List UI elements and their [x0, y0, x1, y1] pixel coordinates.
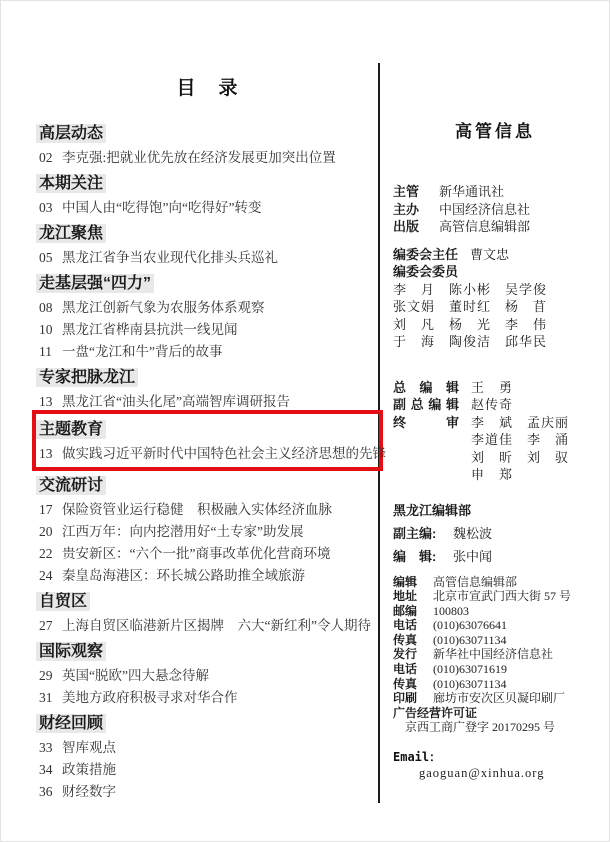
toc-item-title: 保险资管业运行稳健 积极融入实体经济血脉 — [62, 502, 332, 517]
toc-section-header-label: 高层动态 — [36, 124, 106, 143]
editor-row-value: 王 勇 — [471, 379, 514, 395]
heilongjiang-dept-row-value: 张中闻 — [453, 548, 493, 564]
email-label: Email： — [393, 750, 442, 765]
committee-director-row — [393, 246, 597, 264]
contact-row — [393, 647, 597, 662]
committee-director-label: 编委会主任 — [393, 246, 459, 262]
toc-section — [39, 475, 377, 587]
toc-item-title: 财经数字 — [62, 784, 116, 799]
toc-section-items — [39, 197, 377, 219]
toc-item-page-number: 20 — [39, 524, 53, 539]
final-review-extra-row: 刘 昕 刘 驭 — [471, 449, 570, 465]
email-address: gaoguan@xinhua.org — [419, 766, 545, 781]
toc-item-page-number: 27 — [39, 618, 53, 633]
contact-row — [393, 575, 597, 590]
contact-row-value: (010)63071619 — [433, 662, 507, 677]
heilongjiang-dept-block — [393, 502, 597, 565]
contact-row-label: 传真 — [393, 676, 418, 691]
toc-section-items — [39, 615, 377, 637]
toc-section-items — [39, 499, 377, 587]
ad-license-label: 广告经营许可证 — [393, 705, 478, 720]
toc-item — [39, 665, 377, 687]
toc-section — [39, 713, 377, 803]
editors-block — [393, 379, 597, 484]
toc-item-title: 秦皇岛海港区：环长城公路助推全域旅游 — [62, 568, 305, 583]
contact-row-value: 高管信息编辑部 — [433, 574, 518, 589]
toc-item-title: 黑龙江省桦南县抗洪一线见闻 — [62, 322, 238, 337]
toc-section-items — [39, 297, 377, 363]
toc-item-page-number: 03 — [39, 200, 53, 215]
toc-item — [39, 615, 377, 637]
contact-row — [393, 662, 597, 677]
toc-section-items — [39, 665, 377, 709]
heilongjiang-dept-row-label: 副主编: — [393, 525, 437, 541]
committee-member-rows — [393, 281, 597, 351]
toc-section-header-label: 专家把脉龙江 — [36, 368, 138, 387]
contact-row — [393, 691, 597, 706]
toc-item-page-number: 05 — [39, 250, 53, 265]
toc-section-items — [39, 737, 377, 803]
publisher-row-value: 新华通讯社 — [439, 184, 505, 199]
toc-item — [39, 341, 377, 363]
toc-section-header-label: 国际观察 — [36, 642, 106, 661]
toc-section-items — [39, 147, 377, 169]
toc-item-title: 一盘“龙江和牛”背后的故事 — [62, 344, 223, 359]
publisher-row-label: 主管 — [393, 184, 420, 199]
editor-row-label: 副总编辑 — [393, 397, 459, 412]
publisher-row-label: 主办 — [393, 201, 420, 217]
committee-director-name: 曹文忠 — [470, 246, 510, 262]
contact-row-label: 印刷 — [393, 691, 418, 706]
heilongjiang-dept-row — [393, 525, 597, 542]
contact-row-value: 100803 — [433, 603, 469, 618]
publisher-row-value: 高管信息编辑部 — [439, 219, 531, 234]
toc-item — [39, 521, 377, 543]
toc-item — [39, 247, 377, 269]
committee-block — [393, 246, 597, 351]
toc-section-header — [39, 173, 377, 194]
editor-row — [393, 379, 597, 397]
final-review-extra-row: 李道佳 李 涌 — [471, 432, 570, 447]
editor-row-label: 终审 — [393, 414, 459, 430]
final-review-extra-row: 申 郑 — [471, 467, 514, 482]
toc-item — [39, 147, 377, 169]
toc-section-header — [39, 367, 377, 388]
editor-row — [393, 414, 597, 432]
toc-item — [39, 543, 377, 565]
toc-item-title: 美地方政府积极寻求对华合作 — [62, 690, 238, 705]
contact-row-value: (010)63076641 — [433, 618, 507, 633]
toc-section — [39, 123, 377, 169]
toc-section-header — [39, 641, 377, 662]
toc-title: 目 录 — [176, 78, 240, 99]
contact-row-label: 电话 — [393, 662, 418, 677]
publisher-row — [393, 183, 597, 201]
toc-item — [39, 737, 377, 759]
toc-section-items — [39, 247, 377, 269]
toc-item — [39, 197, 377, 219]
committee-member-row: 刘 凡 杨 光 李 伟 — [393, 316, 548, 332]
toc-section — [39, 173, 377, 219]
committee-member-row: 李 月 陈小彬 吴学俊 — [393, 281, 548, 297]
toc-item-page-number: 11 — [39, 344, 52, 359]
toc-item-page-number: 17 — [39, 502, 53, 517]
publisher-row-value: 中国经济信息社 — [439, 201, 531, 217]
toc-section-header — [39, 419, 376, 440]
toc-item-page-number: 13 — [39, 394, 53, 409]
publisher-row — [393, 201, 597, 219]
editor-row — [393, 396, 597, 414]
toc-section-header — [39, 475, 377, 496]
toc-section-items — [39, 443, 386, 465]
toc-item-page-number: 33 — [39, 740, 53, 755]
publisher-row-label: 出版 — [393, 219, 420, 234]
toc-section — [39, 273, 377, 363]
toc-item-page-number: 13 — [39, 446, 53, 461]
toc-item-page-number: 22 — [39, 546, 53, 561]
contact-row — [393, 633, 597, 648]
toc-item-title: 中国人由“吃得饱”向“吃得好”转变 — [62, 200, 262, 215]
editors-rows — [393, 379, 597, 432]
toc-section — [39, 641, 377, 709]
contact-row — [393, 589, 597, 604]
toc-item-title: 江西万年：向内挖潜用好“土专家”助发展 — [62, 524, 304, 539]
toc-item-page-number: 08 — [39, 300, 53, 315]
editor-row-label: 总编辑 — [393, 379, 459, 395]
contact-row-label: 地址 — [393, 589, 418, 604]
committee-member-row: 张文娟 董时红 杨 苜 — [393, 299, 548, 314]
toc-section — [39, 591, 377, 637]
toc-item — [39, 781, 377, 803]
publisher-block — [393, 183, 597, 236]
masthead-column — [393, 121, 597, 781]
contact-row-label: 发行 — [393, 647, 418, 662]
toc-sections — [39, 123, 386, 803]
toc-section-header-label: 走基层强“四力” — [36, 274, 154, 293]
toc-item-title: 黑龙江省“油头化尾”高端智库调研报告 — [62, 394, 290, 409]
heilongjiang-dept-row-value: 魏松波 — [453, 525, 493, 541]
toc-section-header-label: 交流研讨 — [36, 476, 106, 495]
toc-item-page-number: 29 — [39, 668, 53, 683]
toc-item-title: 贵安新区：“六个一批”商事改革优化营商环境 — [62, 546, 331, 561]
contact-row-label: 电话 — [393, 618, 418, 633]
committee-member-row: 于 海 陶俊洁 邱华民 — [393, 334, 548, 349]
contact-block — [393, 575, 597, 736]
toc-item-page-number: 34 — [39, 762, 53, 777]
heilongjiang-dept-row-label: 编 辑: — [393, 548, 437, 564]
publisher-row — [393, 218, 597, 236]
heilongjiang-dept-row — [393, 548, 597, 565]
toc-section — [32, 410, 386, 471]
toc-item — [39, 443, 386, 465]
heilongjiang-dept-rows — [393, 525, 597, 565]
toc-section-header — [39, 591, 377, 612]
toc-item — [39, 565, 377, 587]
toc-item-title: 英国“脱欧”四大悬念待解 — [62, 668, 209, 683]
toc-item-page-number: 36 — [39, 784, 53, 799]
toc-item — [39, 297, 377, 319]
contact-row-value: 新华社中国经济信息社 — [433, 647, 554, 662]
toc-item — [39, 687, 377, 709]
email-block — [393, 749, 597, 781]
toc-item-page-number: 31 — [39, 690, 53, 705]
toc-item-title: 黑龙江省争当农业现代化排头兵巡礼 — [62, 250, 278, 265]
toc-item-title: 做实践习近平新时代中国特色社会主义经济思想的先锋 — [62, 446, 386, 461]
toc-section — [39, 223, 377, 269]
contact-row-value: (010)63071134 — [433, 632, 507, 647]
toc-item-title: 智库观点 — [62, 740, 116, 755]
toc-section-header — [39, 223, 377, 244]
committee-members-label: 编委会委员 — [393, 264, 459, 279]
contact-row — [393, 618, 597, 633]
contact-row-label: 编辑 — [393, 574, 418, 589]
toc-section-header — [39, 123, 377, 144]
toc-section-header-label: 龙江聚焦 — [36, 224, 106, 243]
toc-section — [39, 367, 377, 413]
final-review-extra-rows — [393, 431, 597, 484]
editor-row-value: 赵传奇 — [471, 397, 514, 412]
toc-item-page-number: 10 — [39, 322, 53, 337]
toc-item — [39, 499, 377, 521]
contact-row-value: 廊坊市安次区贝凝印刷厂 — [433, 691, 566, 706]
toc-section-header — [39, 713, 377, 734]
toc-item-title: 上海自贸区临港新片区揭牌 六大“新红利”令人期待 — [62, 618, 371, 633]
ad-license-value: 京西工商广登字 20170295 号 — [405, 720, 556, 735]
contact-row — [393, 677, 597, 692]
toc-item-page-number: 02 — [39, 150, 53, 165]
toc-item — [39, 759, 377, 781]
editor-row-value: 李 斌 孟庆丽 — [471, 414, 570, 430]
toc-section-header-label: 自贸区 — [36, 592, 90, 611]
contact-row — [393, 604, 597, 619]
toc-column — [39, 77, 386, 803]
toc-section-header-label: 主题教育 — [36, 420, 106, 439]
toc-item-title: 李克强:把就业优先放在经济发展更加突出位置 — [62, 150, 336, 165]
contact-row-label: 传真 — [393, 632, 418, 647]
contact-row-label: 邮编 — [393, 603, 418, 618]
contact-row-value: (010)63071134 — [433, 676, 507, 691]
toc-item-title: 政策措施 — [62, 762, 116, 777]
toc-item-title: 黑龙江创新气象为农服务体系观察 — [62, 300, 265, 315]
toc-section-header — [39, 273, 377, 294]
contact-rows — [393, 575, 597, 706]
masthead-title: 高管信息 — [455, 122, 535, 141]
toc-item — [39, 319, 377, 341]
toc-section-header-label: 本期关注 — [36, 174, 106, 193]
toc-item-page-number: 24 — [39, 568, 53, 583]
toc-section-header-label: 财经回顾 — [36, 714, 106, 733]
heilongjiang-dept-title: 黑龙江编辑部 — [393, 502, 472, 518]
contact-row-value: 北京市宣武门西大街 57 号 — [433, 589, 572, 604]
